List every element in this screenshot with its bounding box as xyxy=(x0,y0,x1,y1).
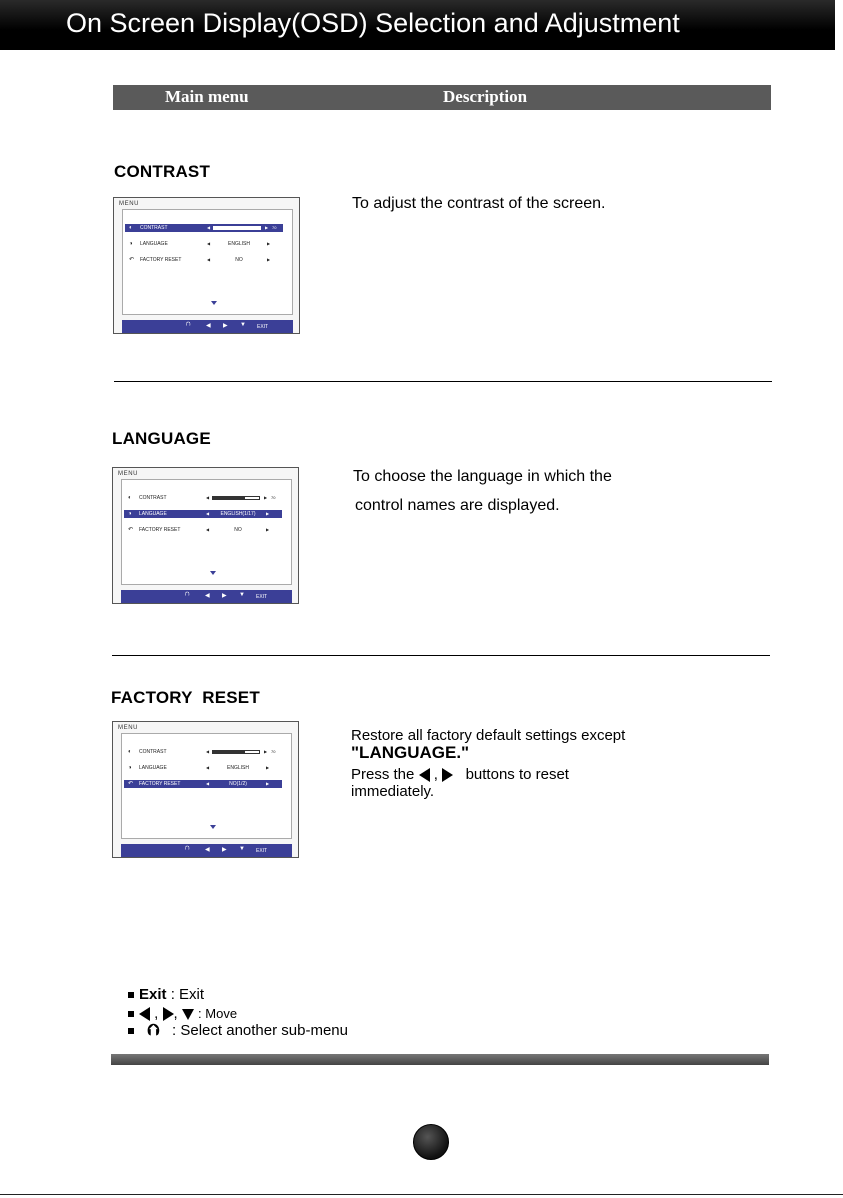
description-header: Description xyxy=(443,87,528,106)
right-triangle-icon xyxy=(163,1007,174,1021)
down-triangle-icon xyxy=(182,1009,194,1020)
description-line: immediately. xyxy=(351,783,435,800)
left-arrow-icon: ◀ xyxy=(206,511,210,516)
up-arrow-icon: ⮉ xyxy=(185,592,190,598)
osd-row-contrast xyxy=(124,494,282,502)
osd-exit-label: EXIT xyxy=(257,324,269,330)
press-prefix: Press the xyxy=(351,766,415,783)
right-arrow-icon: ▶ xyxy=(222,847,227,853)
scroll-down-icon xyxy=(211,301,217,305)
osd-progress-bar xyxy=(212,750,260,754)
osd-row-value: ENGLISH(1/17) xyxy=(220,511,256,517)
left-arrow-icon: ◀ xyxy=(206,495,210,500)
right-arrow-icon: ▶ xyxy=(266,527,270,532)
right-arrow-icon: ▶ xyxy=(266,511,270,516)
left-triangle-icon xyxy=(139,1007,150,1021)
osd-row-value: 70 xyxy=(271,495,276,500)
up-arrow-icon: ⮉ xyxy=(185,846,190,852)
right-arrow-icon: ▶ xyxy=(222,593,227,599)
bullet-icon xyxy=(128,1011,134,1017)
osd-footer xyxy=(121,590,292,603)
osd-menu-caption: MENU xyxy=(119,201,140,207)
left-arrow-icon: ◀ xyxy=(207,241,211,246)
bullet-icon xyxy=(128,992,134,998)
left-arrow-icon: ◀ xyxy=(205,847,210,853)
left-arrow-icon: ◀ xyxy=(205,593,210,599)
osd-row-label: FACTORY RESET xyxy=(140,257,182,263)
right-arrow-icon: ▶ xyxy=(264,749,268,754)
contrast-icon: ◐ xyxy=(129,225,133,231)
title-bar xyxy=(0,0,843,50)
osd-row-label: CONTRAST xyxy=(140,225,168,231)
legend-sep: , xyxy=(154,1005,159,1022)
osd-row-contrast xyxy=(125,224,283,232)
osd-row-label: LANGUAGE xyxy=(139,511,167,517)
osd-row-label: CONTRAST xyxy=(139,495,167,501)
section-description-contrast xyxy=(352,189,605,218)
legend-exit-text: : Exit xyxy=(170,986,205,1003)
osd-row-factory-reset xyxy=(125,256,283,264)
legend-select xyxy=(128,1022,348,1040)
legend-exit-bold: Exit xyxy=(139,986,167,1003)
osd-progress-bar xyxy=(213,226,261,230)
description-line: To choose the language in which the xyxy=(353,468,612,485)
globe-icon: ◑ xyxy=(128,765,132,771)
bullet-icon xyxy=(128,1028,134,1034)
osd-screenshot-factory-reset xyxy=(112,721,299,858)
legend-sep: , xyxy=(173,1005,178,1022)
osd-menu-caption: MENU xyxy=(118,471,139,477)
table-header xyxy=(113,85,771,110)
right-arrow-icon: ▶ xyxy=(223,323,228,329)
section-description-language xyxy=(353,462,612,520)
osd-row-value: ENGLISH xyxy=(227,765,249,771)
osd-exit-label: EXIT xyxy=(256,594,268,600)
title-bar-notch xyxy=(835,0,843,50)
osd-footer xyxy=(122,320,293,333)
right-triangle-icon xyxy=(442,768,453,782)
section-heading-language: LANGUAGE xyxy=(112,429,211,448)
section-divider xyxy=(112,655,770,656)
osd-row-factory-reset xyxy=(124,526,282,534)
up-arrow-icon: ⮉ xyxy=(186,322,191,328)
globe-icon: ◑ xyxy=(128,511,132,517)
osd-row-factory-reset xyxy=(124,780,282,788)
section-description-factory-reset xyxy=(351,727,625,800)
press-separator: , xyxy=(433,766,438,783)
osd-panel xyxy=(122,209,293,315)
left-arrow-icon: ◀ xyxy=(206,781,210,786)
right-arrow-icon: ▶ xyxy=(266,765,270,770)
right-arrow-icon: ▶ xyxy=(267,257,271,262)
right-arrow-icon: ▶ xyxy=(267,241,271,246)
osd-row-value: NO(1/2) xyxy=(229,781,247,787)
left-arrow-icon: ◀ xyxy=(206,765,210,770)
page-title: On Screen Display(OSD) Selection and Adjustment xyxy=(66,8,680,38)
osd-row-language xyxy=(125,240,283,248)
section-heading-contrast: CONTRAST xyxy=(114,162,211,181)
osd-row-value: 70 xyxy=(272,225,277,230)
contrast-icon: ◐ xyxy=(128,749,132,755)
osd-footer xyxy=(121,844,292,857)
page-number-badge xyxy=(413,1124,449,1160)
reset-icon: ↶ xyxy=(128,781,134,787)
osd-row-contrast xyxy=(124,748,282,756)
main-menu-header: Main menu xyxy=(165,87,249,106)
osd-panel xyxy=(121,733,292,839)
osd-screenshot-contrast xyxy=(113,197,300,334)
globe-icon: ◑ xyxy=(129,241,133,247)
section-heading-factory-reset: FACTORY RESET xyxy=(111,688,260,707)
osd-row-label: CONTRAST xyxy=(139,749,167,755)
description-line: control names are displayed. xyxy=(355,497,560,514)
scroll-down-icon xyxy=(210,571,216,575)
osd-row-label: LANGUAGE xyxy=(140,241,168,247)
scroll-down-icon xyxy=(210,825,216,829)
description-bold: "LANGUAGE." xyxy=(351,743,470,762)
osd-row-value: NO xyxy=(235,257,243,263)
reset-icon: ↶ xyxy=(128,527,134,533)
right-arrow-icon: ▶ xyxy=(266,781,270,786)
up-arrow-icon: ⮉ xyxy=(147,1022,160,1039)
right-arrow-icon: ▶ xyxy=(264,495,268,500)
legend-move-text: : Move xyxy=(198,1006,238,1021)
osd-row-label: FACTORY RESET xyxy=(139,781,181,787)
osd-progress-bar xyxy=(212,496,260,500)
page-edge xyxy=(0,1194,843,1195)
description-line: To adjust the contrast of the screen. xyxy=(352,195,606,212)
right-arrow-icon: ▶ xyxy=(265,225,269,230)
description-line: Restore all factory default settings except xyxy=(351,727,626,744)
press-suffix: buttons to reset xyxy=(465,766,569,783)
left-arrow-icon: ◀ xyxy=(206,527,210,532)
osd-row-value: NO xyxy=(234,527,242,533)
contrast-icon: ◐ xyxy=(128,495,132,501)
down-arrow-icon: ▼ xyxy=(239,592,245,598)
osd-menu-caption: MENU xyxy=(118,725,139,731)
osd-screenshot-language xyxy=(112,467,299,604)
osd-exit-label: EXIT xyxy=(256,848,268,854)
legend-move xyxy=(128,1005,237,1022)
osd-row-value: ENGLISH xyxy=(228,241,250,247)
osd-row-language xyxy=(124,510,282,518)
left-arrow-icon: ◀ xyxy=(207,225,211,230)
osd-row-value: 70 xyxy=(271,749,276,754)
osd-row-label: LANGUAGE xyxy=(139,765,167,771)
left-arrow-icon: ◀ xyxy=(207,257,211,262)
down-arrow-icon: ▼ xyxy=(240,322,246,328)
left-arrow-icon: ◀ xyxy=(206,323,211,329)
section-divider xyxy=(114,381,772,382)
bottom-bar xyxy=(111,1054,769,1065)
legend-select-text: : Select another sub-menu xyxy=(172,1022,348,1039)
osd-row-label: FACTORY RESET xyxy=(139,527,181,533)
osd-panel xyxy=(121,479,292,585)
reset-icon: ↶ xyxy=(129,257,135,263)
legend-exit xyxy=(128,986,204,1003)
left-triangle-icon xyxy=(419,768,430,782)
down-arrow-icon: ▼ xyxy=(239,846,245,852)
osd-row-language xyxy=(124,764,282,772)
left-arrow-icon: ◀ xyxy=(206,749,210,754)
